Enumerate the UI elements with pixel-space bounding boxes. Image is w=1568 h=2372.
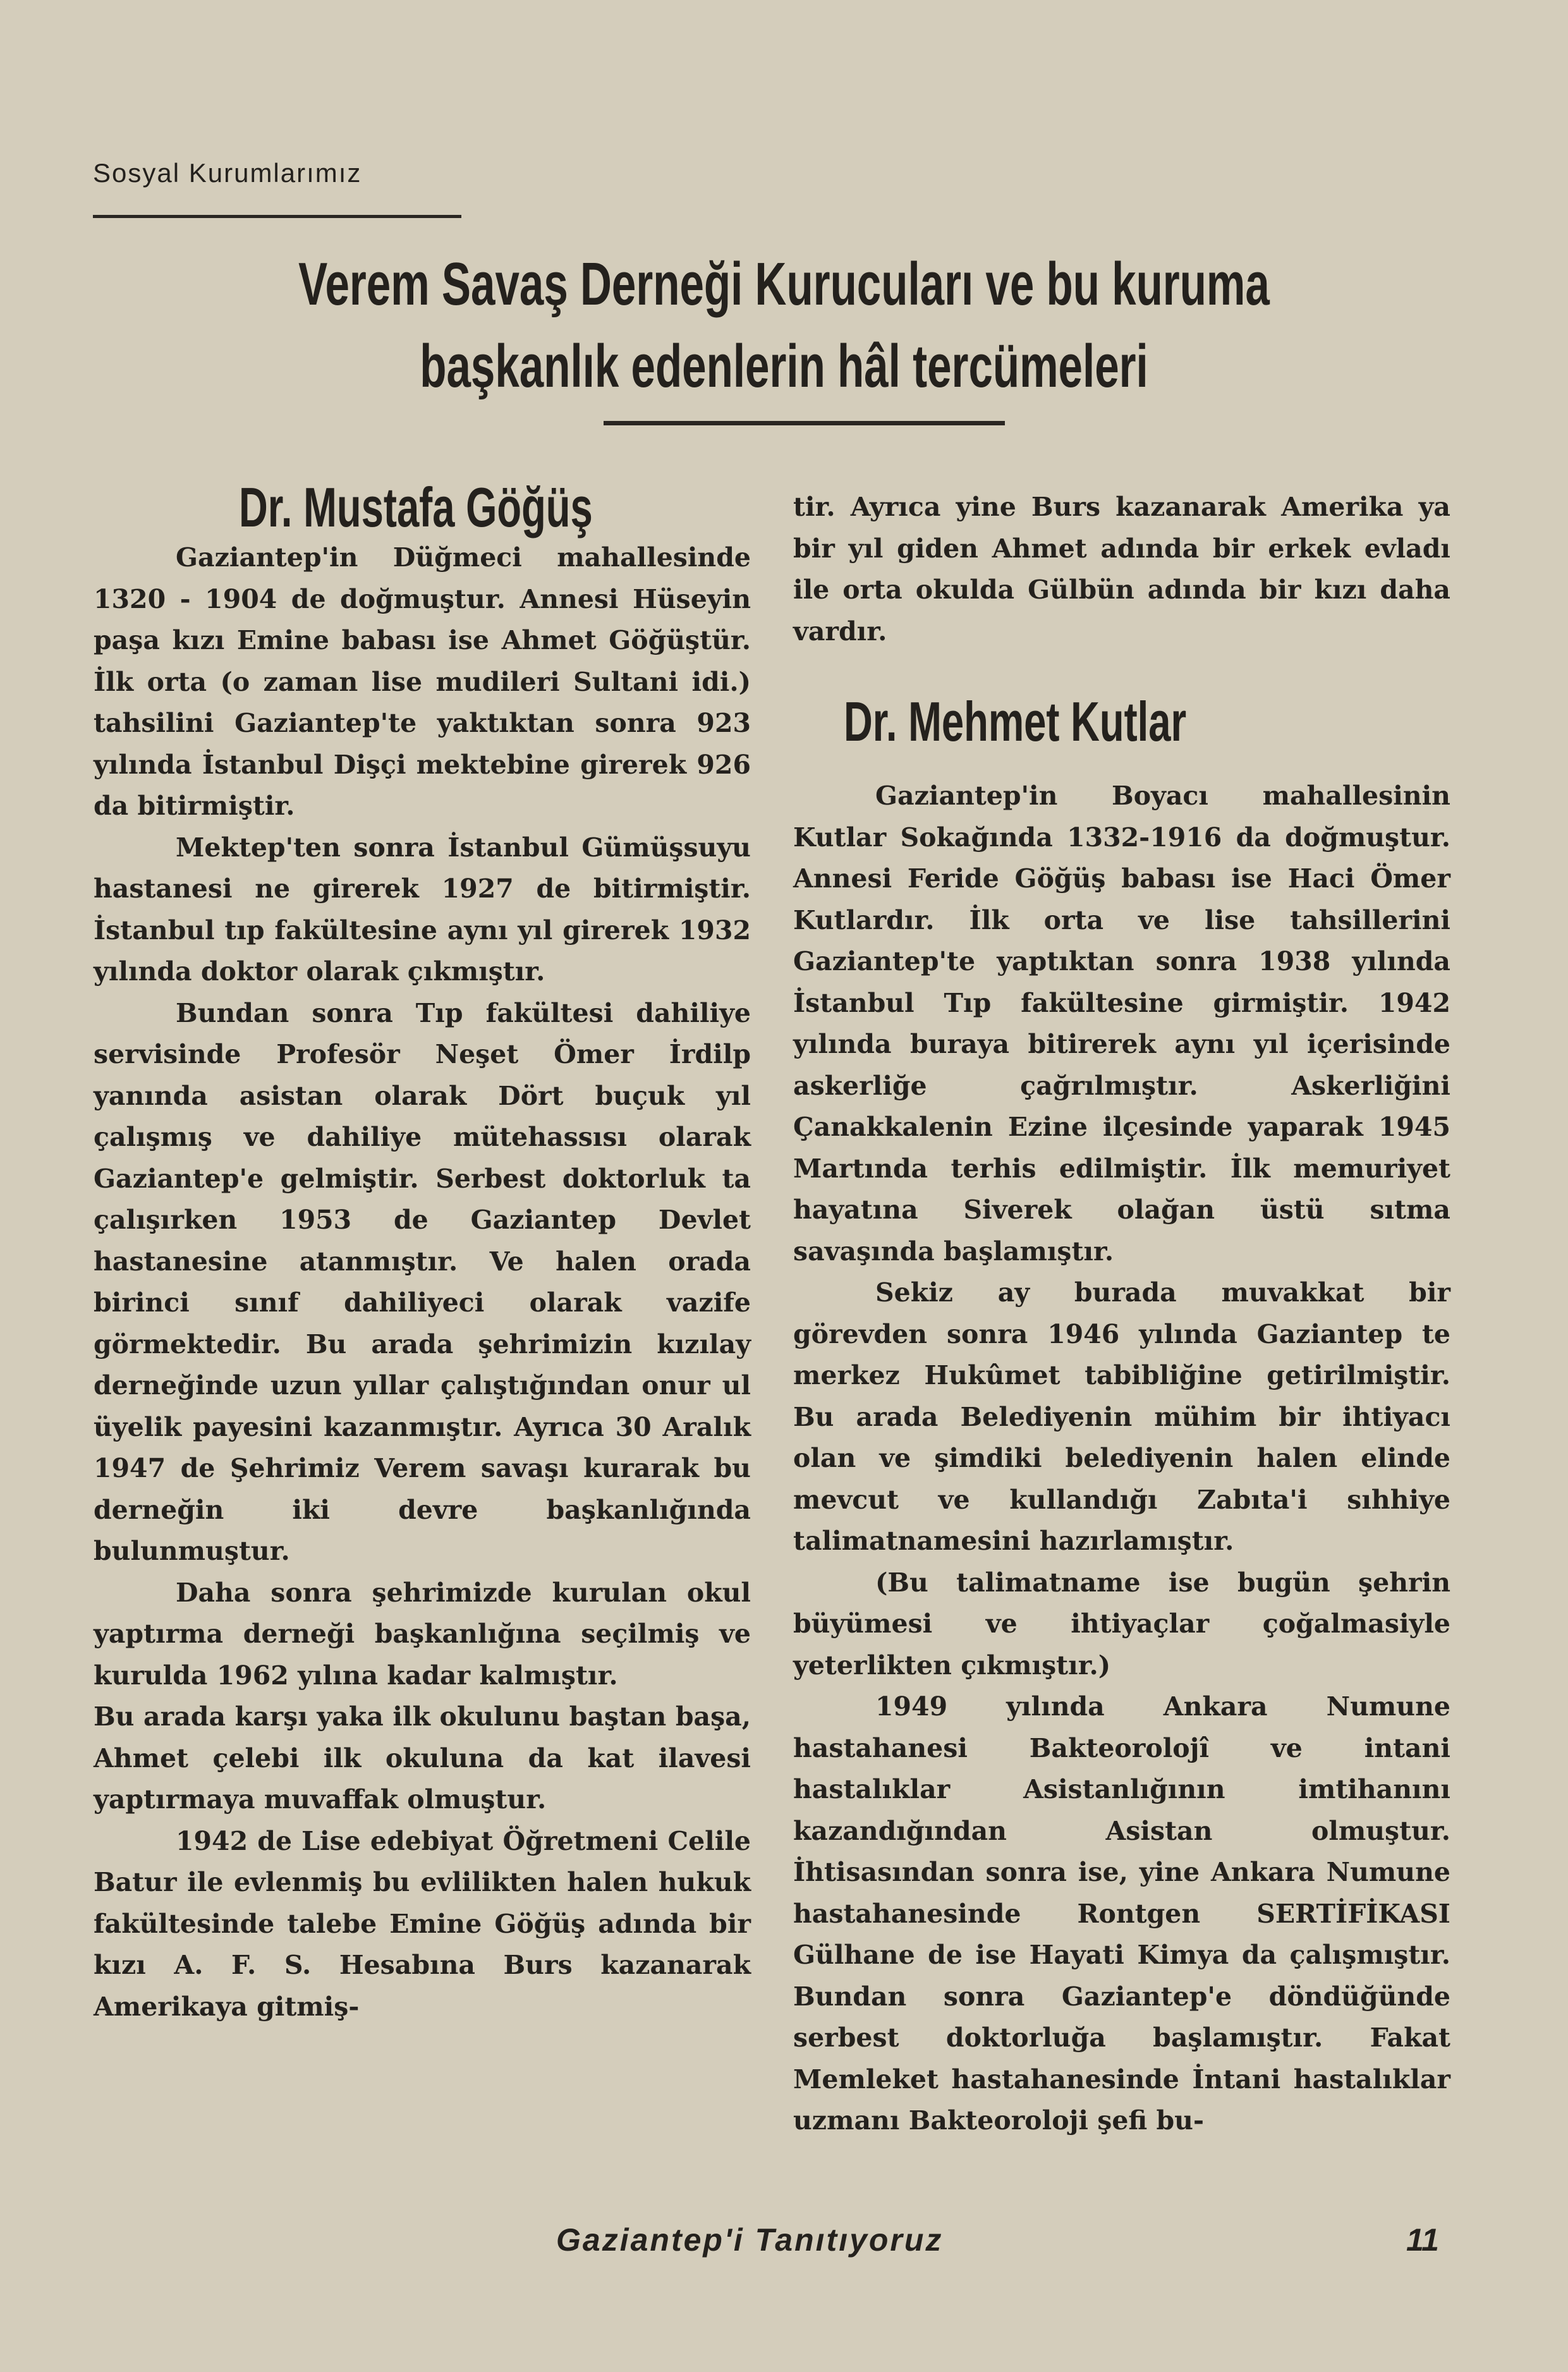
left-column [94, 476, 751, 2028]
biography-heading-mustafa-gogus: Dr. Mustafa Göğüş [239, 476, 593, 538]
paragraph: Bu arada karşı yaka ilk okulunu baştan başa, Ahmet çelebi ilk okuluna da kat ilavesi yaptırmaya muvaffak olmuştur. [94, 1701, 751, 1815]
paragraph: (Bu talimatname ise bugün şehrin büyümesi ve ihtiyaçlar çoğalmasiyle yeterlikten çıkmıştır.) [793, 1567, 1450, 1681]
paragraph: 1949 yılında Ankara Numune hastahanesi Bakteorolojî ve intani hastalıklar Asistanlığının imtihanını kazandığından Asistan olmuştur. İhtisasından sonra ise, yine Ankara Numune hastahanesinde Rontgen SERTİFİKASI Gülhane de ise Hayati Kimya da çalışmıştır. Bundan sonra Gaziantep'e döndüğünde serbest doktorluğa başlamıştır. Fakat Memleket hastahanesinde İntani hastalıklar uzmanı Bakteoroloji şefi bu- [793, 1691, 1450, 2136]
paragraph-continuation: tir. Ayrıca yine Burs kazanarak Amerika ya bir yıl giden Ahmet adında bir erkek evladı ile orta okulda Gülbün adında bir kızı daha vardır. [793, 492, 1450, 647]
paragraph: Bundan sonra Tıp fakültesi dahiliye servisinde Profesör Neşet Ömer İrdilp yanında asistan olarak Dört buçuk yıl çalışmış ve dahiliye mütehassısı olarak Gaziantep'e gelmiştir. Serbest doktorluk ta çalışırken 1953 de Gaziantep Devlet hastanesine atanmıştır. Ve halen orada birinci sınıf dahiliyeci olarak vazife görmektedir. Bu arada şehrimizin kızılay derneğinde uzun yıllar çalıştığından onur ul üyelik payesini kazanmıştır. Ayrıca 30 Aralık 1947 de Şehrimiz Verem savaşı kurarak bu derneğin iki devre başkanlığında bulunmuştur. [94, 997, 751, 1566]
paragraph: Gaziantep'in Düğmeci mahallesinde 1320 - 1904 de doğmuştur. Annesi Hüseyin paşa kızı Emine babası ise Ahmet Göğüştür. İlk orta (o zaman lise mudileri Sultani idi.) tahsilini Gaziantep'te yaktıktan sonra 923 yılında İstanbul Dişçi mektebine girerek 926 da bitirmiştir. [94, 542, 751, 821]
paragraph: Daha sonra şehrimizde kurulan okul yaptırma derneği başkanlığına seçilmiş ve kurulda 1962 yılına kadar kalmıştır. [94, 1577, 751, 1691]
paragraph: 1942 de Lise edebiyat Öğretmeni Celile Batur ile evlenmiş bu evlilikten halen hukuk fakültesinde talebe Emine Göğüş adında bir kızı A. F. S. Hesabına Burs kazanarak Amerikaya gitmiş- [94, 1825, 751, 2022]
page-number: 11 [1406, 2222, 1439, 2258]
biography-heading-mehmet-kutlar: Dr. Mehmet Kutlar [844, 690, 1187, 753]
footer-title: Gaziantep'i Tanıtıyoruz [556, 2222, 944, 2258]
article-title-line-2: başkanlık edenlerin hâl tercümeleri [420, 332, 1148, 400]
title-rule [604, 421, 1005, 425]
running-header: Sosyal Kurumlarımız [93, 158, 362, 188]
paragraph: Mektep'ten sonra İstanbul Gümüşsuyu hastanesi ne girerek 1927 de bitirmiştir. İstanbul tıp fakültesine aynı yıl girerek 1932 yılında doktor olarak çıkmıştır. [94, 832, 751, 987]
header-rule [93, 215, 461, 218]
paragraph: Sekiz ay burada muvakkat bir görevden sonra 1946 yılında Gaziantep te merkez Hukûmet tabibliğine getirilmiştir. Bu arada Belediyenin mühim bir ihtiyacı olan ve şimdiki belediyenin halen elinde mevcut ve kullandığı Zabıta'i sıhhiye talimatnamesini hazırlamıştır. [793, 1277, 1450, 1556]
article-title-line-1: Verem Savaş Derneği Kurucuları ve bu kuruma [298, 250, 1270, 318]
paragraph: Gaziantep'in Boyacı mahallesinin Kutlar Sokağında 1332-1916 da doğmuştur. Annesi Feride Göğüş babası ise Haci Ömer Kutlardır. İlk orta ve lise tahsillerini Gaziantep'te yaptıktan sonra 1938 yılında İstanbul Tıp fakültesine girmiştir. 1942 yılında buraya bitirerek aynı yıl içerisinde askerliğe çağrılmıştır. Askerliğini Çanakkalenin Ezine ilçesinde yaparak 1945 Martında terhis edilmiştir. İlk memuriyet hayatına Siverek olağan üstü sıtma savaşında başlamıştır. [793, 781, 1450, 1267]
right-column [793, 487, 1450, 2142]
